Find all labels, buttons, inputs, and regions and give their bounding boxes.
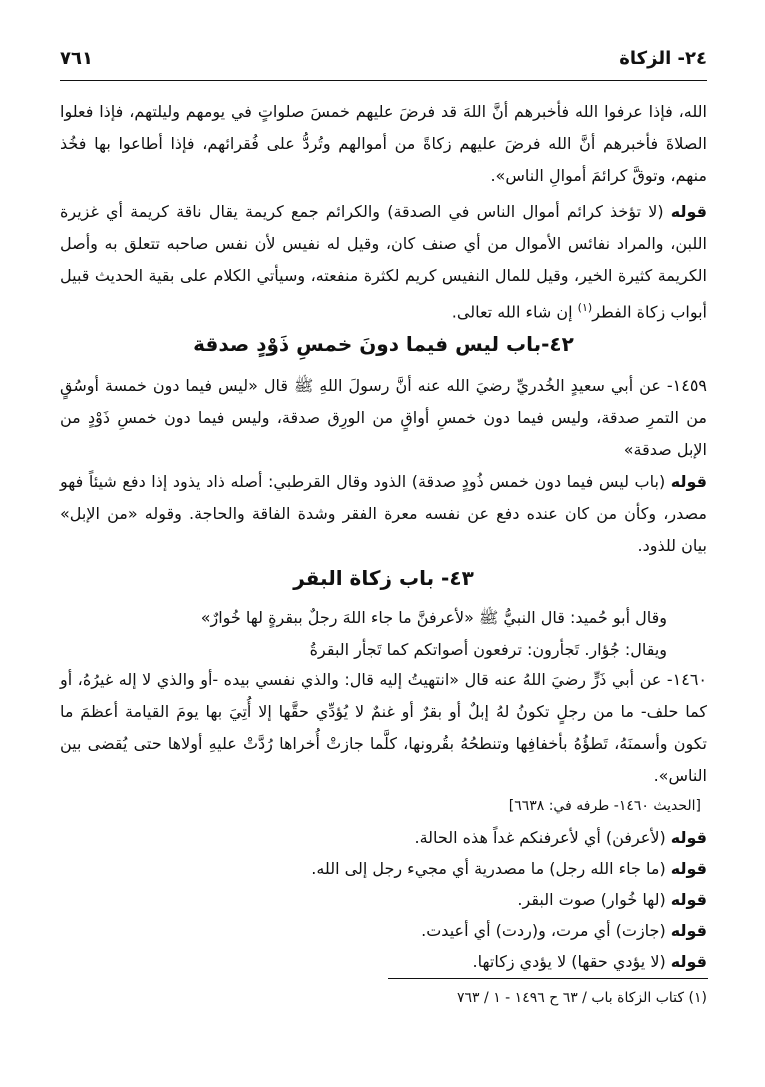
- note-line: [60, 884, 707, 915]
- qawluhu-label: قوله: [670, 921, 707, 940]
- hadith-cross-reference: [الحديث ١٤٦٠- طرفه في: ٦٦٣٨]: [508, 798, 701, 814]
- note-line: [60, 915, 707, 946]
- note-text: (لا يؤدي حقها) لا يؤدي زكاتها.: [472, 952, 666, 971]
- hadith-1460: ١٤٦٠- عن أبي ذَرٍّ رضيَ اللهُ عنه قال «انتهيتُ إليه قال: والذي نفسي بيده -أو والذي لا إله غيرُهُ، أو كما حلف- ما من رجلٍ تكونُ لهُ إبلٌ أو بقرٌ أو غنمٌ لا يُؤدِّي حقَّها إلا أُتِيَ بها يومَ القيامة أعظمَ ما تكون وأسمنَهُ، تَطؤُهُ بأخفافِها وتنطحُهُ بقُرونها، كلَّما جازتْ أُخراها رُدَّتْ عليهِ أولاها حتى يُقضى بين الناس».: [60, 670, 707, 785]
- abu-humaid-block: [60, 602, 707, 666]
- note-text: (لأعرفن) أي لأعرفنكم غداً هذه الحالة.: [414, 828, 666, 847]
- abu-humaid-text: وقال أبو حُميد: قال النبيُّ ﷺ «لأعرفنَّ ما جاء اللهَ رجلٌ ببقرةٍ لها خُوارٌ»: [200, 608, 667, 627]
- footnote-divider: [388, 978, 708, 979]
- qawluhu-label: قوله: [670, 952, 707, 971]
- note-line: [60, 853, 707, 884]
- word-notes: [60, 822, 707, 977]
- note-text: (لها خُوار) صوت البقر.: [517, 890, 666, 909]
- footnote: (١) كتاب الزكاة باب / ٦٣ ح ١٤٩٦ - ١ / ٧٦٣: [457, 990, 707, 1006]
- chapter-title: ٢٤- الزكاة: [619, 48, 707, 69]
- qawluhu-label: قوله: [670, 859, 707, 878]
- note-text: (ما جاء الله رجل) ما مصدرية أي مجيء رجل إلى الله.: [311, 859, 666, 878]
- qawluhu-label: قوله: [670, 202, 707, 221]
- chapter-heading-42: ٤٢-باب ليس فيما دونَ خمسِ ذَوْدٍ صدقة: [193, 332, 574, 356]
- chapter-heading-43: ٤٣- باب زكاة البقر: [293, 566, 474, 590]
- hadith-1459: ١٤٥٩- عن أبي سعيدٍ الخُدريِّ رضيَ الله عنه أنَّ رسولَ اللهِ ﷺ قال «ليس فيما دون خمسة أوسُقٍ من التمرِ صدقة، وليس فيما دون خمسِ أواقٍ من الورِق صدقة، وليس فيما دون خمسِ ذَوْدٍ من الإبل صدقة»: [60, 376, 707, 459]
- paragraph-commentary-dhawd: [60, 466, 707, 562]
- running-header: [60, 44, 707, 74]
- commentary-tail: إن شاء الله تعالى.: [451, 302, 573, 322]
- note-line: [60, 822, 707, 853]
- commentary-text: (لا تؤخذ كرائم أموال الناس في الصدقة) والكرائم جمع كريمة يقال ناقة كريمة أي غزيرة اللبن، والمراد نفائس الأموال من أي صنف كان، وقيل له نفيس لأن نفس صاحبه تتعلق به وأصل الكريمة كثيرة الخير، وقيل للمال النفيس كريم لكثرة منفعته، وسيأتي الكلام على بقية الحديث قبيل أبواب زكاة الفطر: [60, 202, 707, 322]
- paragraph-hadith-continuation: الله، فإذا عرفوا الله فأخبرهم أنَّ اللهَ قد فرضَ عليهم خمسَ صلواتٍ في يومهم وليلتهم، فإذا فعلوا الصلاةَ فأخبرهم أنَّ الله فرضَ عليهم زكاةً من أموالهم وتُردُّ على فُقرائهم، فإذا أطاعوا بها فخُذ منهم، وتوقَّ كرائمَ أموالِ الناس».: [60, 102, 707, 185]
- header-divider: [60, 80, 707, 81]
- hadith-1460-block: [60, 664, 707, 820]
- note-line: [60, 946, 707, 977]
- hadith-1459-block: [60, 370, 707, 466]
- footnote-marker: (١): [577, 301, 593, 314]
- qawluhu-label: قوله: [670, 828, 707, 847]
- commentary-dhawd-block: [60, 466, 707, 562]
- page-number: ٧٦١: [60, 48, 93, 69]
- body-text-top: [60, 96, 707, 328]
- paragraph-commentary-karaim: [60, 196, 707, 328]
- qawluhu-label: قوله: [670, 890, 707, 909]
- yuqal-text: ويقال: جُؤار. تَجأرون: ترفعون أصواتكم كما تَجأر البقرةُ: [309, 640, 667, 659]
- commentary-text: (باب ليس فيما دون خمس ذُودٍ صدقة) الذود وقال القرطبي: أصله ذاد يذود إذا دفع شيئاً فهو مصدر، وكأن من كان عنده دفع عن نفسه معرة الفقر وشدة الفاقة والحاجة. وقوله «من الإبل» بيان للذود.: [60, 472, 707, 555]
- qawluhu-label: قوله: [670, 472, 707, 491]
- note-text: (جازت) أي مرت، و(ردت) أي أعيدت.: [421, 921, 666, 940]
